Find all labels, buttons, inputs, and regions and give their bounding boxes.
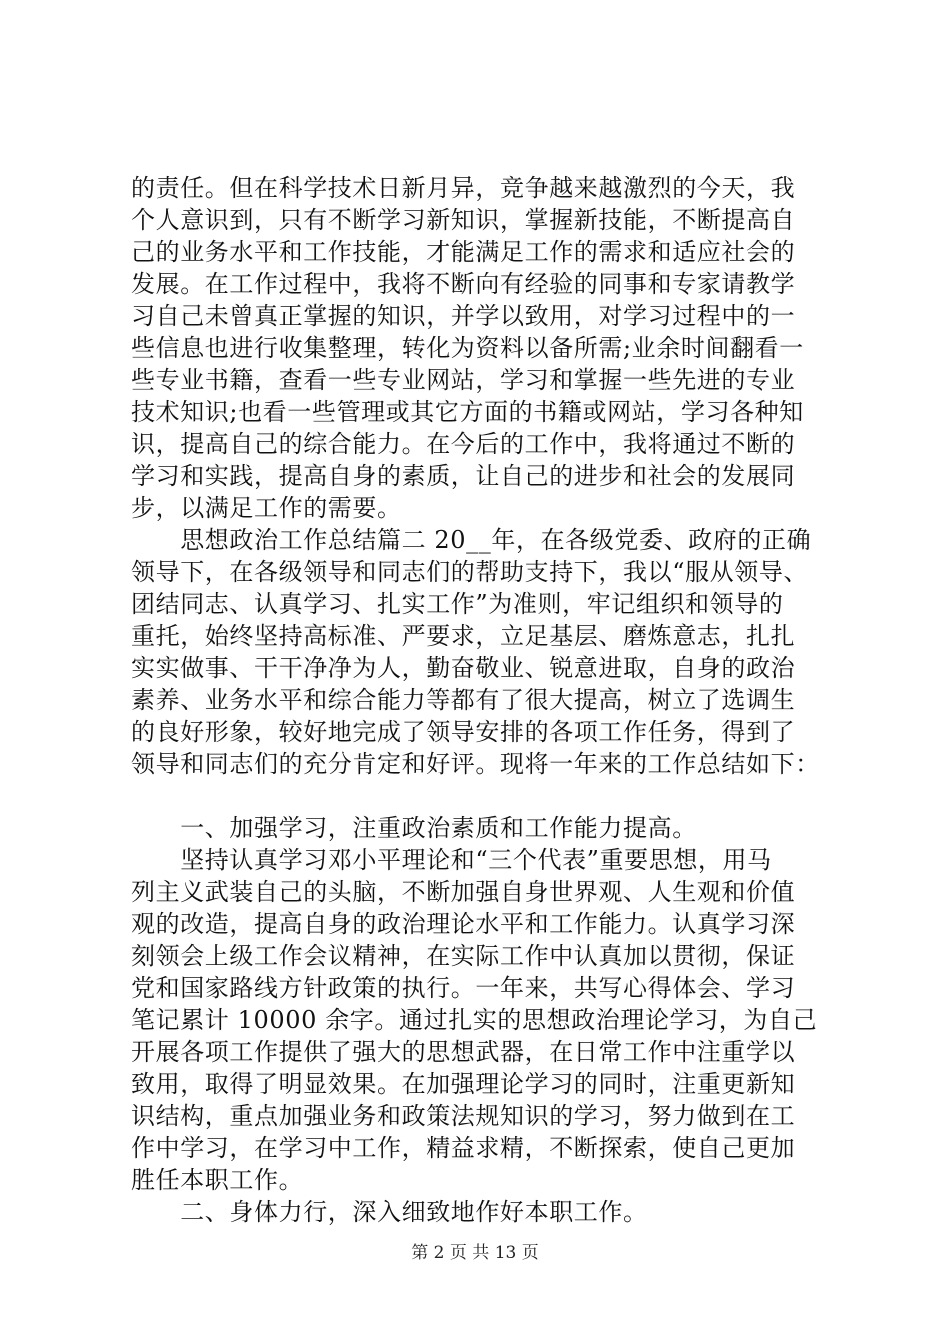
text-line: 素养、业务水平和综合能力等都有了很大提高，树立了选调生 bbox=[131, 686, 796, 714]
text-line: 列主义武装自己的头脑，不断加强自身世界观、人生观和价值 bbox=[131, 878, 796, 906]
text-line: 胜任本职工作。 bbox=[131, 1166, 304, 1194]
body-text bbox=[131, 172, 831, 1228]
text-line: 识结构，重点加强业务和政策法规知识的学习，努力做到在工 bbox=[131, 1102, 796, 1130]
text-line: 些专业书籍，查看一些专业网站，学习和掌握一些先进的专业 bbox=[131, 366, 796, 394]
text-line: 党和国家路线方针政策的执行。一年来，共写心得体会、学习 bbox=[131, 974, 796, 1002]
text-line: 些信息也进行收集整理，转化为资料以备所需;业余时间翻看一 bbox=[131, 334, 804, 362]
text-line: 观的改造，提高自身的政治理论水平和工作能力。认真学习深 bbox=[131, 910, 796, 938]
page-number-footer: 第 2 页 共 13 页 bbox=[411, 1243, 539, 1263]
text-line: 领导下，在各级领导和同志们的帮助支持下，我以“服从领导、 bbox=[131, 558, 809, 586]
paragraph-start-line: 思想政治工作总结篇二 20__年，在各级党委、政府的正确 bbox=[131, 526, 812, 554]
text-line: 个人意识到，只有不断学习新知识，掌握新技能，不断提高自 bbox=[131, 206, 796, 234]
text-line: 己的业务水平和工作技能，才能满足工作的需求和适应社会的 bbox=[131, 238, 796, 266]
text-line: 技术知识;也看一些管理或其它方面的书籍或网站，学习各种知 bbox=[131, 398, 804, 426]
blank-line bbox=[131, 780, 831, 812]
text-line: 作中学习，在学习中工作，精益求精，不断探索，使自己更加 bbox=[131, 1134, 796, 1162]
text-line: 笔记累计 10000 余字。通过扎实的思想政治理论学习，为自己 bbox=[131, 1006, 818, 1034]
text-line: 的良好形象，较好地完成了领导安排的各项工作任务，得到了 bbox=[131, 718, 796, 746]
text-line: 习自己未曾真正掌握的知识，并学以致用，对学习过程中的一 bbox=[131, 302, 796, 330]
text-line: 识，提高自己的综合能力。在今后的工作中，我将通过不断的 bbox=[131, 430, 796, 458]
text-line: 实实做事、干干净净为人，勤奋敬业、锐意进取，自身的政治 bbox=[131, 654, 796, 682]
section-heading-1: 一、加强学习，注重政治素质和工作能力提高。 bbox=[131, 814, 697, 842]
text-line: 的责任。但在科学技术日新月异，竞争越来越激烈的今天，我 bbox=[131, 174, 796, 202]
section-heading-2: 二、身体力行，深入细致地作好本职工作。 bbox=[131, 1198, 648, 1226]
paragraph-start-line: 坚持认真学习邓小平理论和“三个代表”重要思想，用马 bbox=[131, 846, 772, 874]
text-line: 发展。在工作过程中，我将不断向有经验的同事和专家请教学 bbox=[131, 270, 796, 298]
text-line: 开展各项工作提供了强大的思想武器，在日常工作中注重学以 bbox=[131, 1038, 796, 1066]
text-line: 步，以满足工作的需要。 bbox=[131, 494, 402, 522]
text-line: 学习和实践，提高自身的素质，让自己的进步和社会的发展同 bbox=[131, 462, 796, 490]
text-line: 领导和同志们的充分肯定和好评。现将一年来的工作总结如下： bbox=[131, 750, 820, 778]
text-line: 重托，始终坚持高标准、严要求，立足基层、磨炼意志，扎扎 bbox=[131, 622, 796, 650]
text-line: 致用，取得了明显效果。在加强理论学习的同时，注重更新知 bbox=[131, 1070, 796, 1098]
text-line: 刻领会上级工作会议精神，在实际工作中认真加以贯彻，保证 bbox=[131, 942, 796, 970]
text-line: 团结同志、认真学习、扎实工作”为准则，牢记组织和领导的 bbox=[131, 590, 784, 618]
